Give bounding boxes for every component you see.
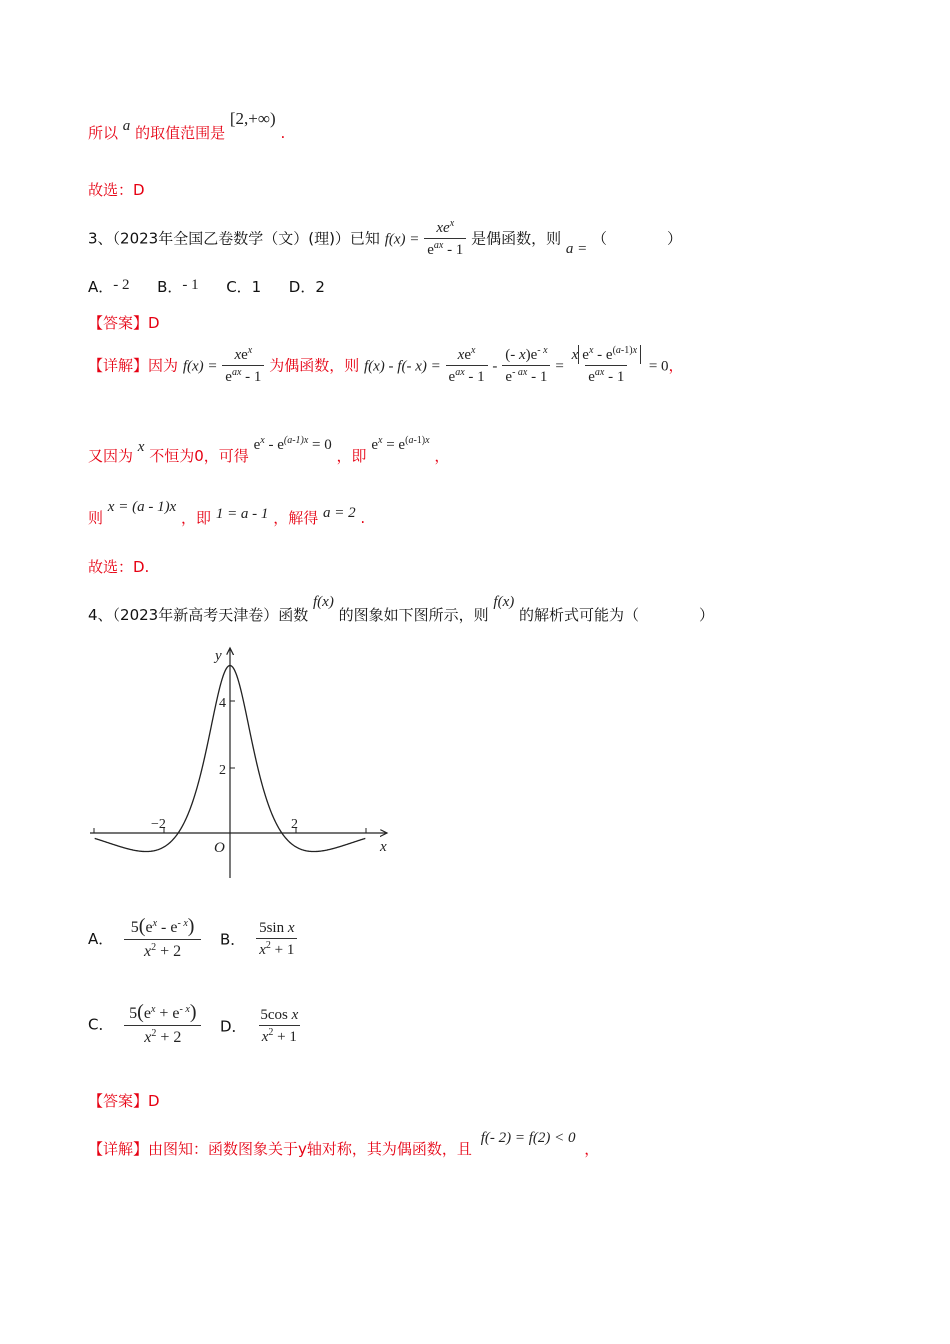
y-tick-4: 4 (219, 696, 226, 711)
q3-fraction: $\frac{xe^x}{e^{ax} - 1}$ (424, 218, 466, 260)
q3-options (88, 276, 325, 297)
q4-option-b[interactable]: B． $\frac{\text{5sin x}}{x^2 + 1}$ (220, 920, 298, 960)
q3-header: 3、（2023年全国乙卷数学（文）(理)）已知 f(x) = $\frac{xe^x}{e^{ax} - 1}$ 是偶函数，则 a = （ ） (88, 218, 683, 259)
q3-detail-line1: 【详解】因为 f(x) = $\frac{xe^x}{e^{ax} - 1}$ 为偶函数，则 f(x) - f(- x) = $\frac{xe^x}{e^{ax} - 1}$ - $\frac{(- x)e^{- x}}{e^{- ax} - 1}$ = $\frac{x e^x - e^{(a-1)x}}{e^{ax} - 1}$ = 0， (88, 345, 684, 386)
prev-choice: 故选：D (88, 181, 145, 199)
q3-answer: 【答案】D (88, 314, 160, 332)
x-tick-neg2: −2 (151, 817, 166, 832)
y-axis-label: y (215, 648, 222, 664)
q3-option-a[interactable]: A．- 2 (88, 277, 130, 296)
q3-detail-line3: 则 x = (a - 1)x ，即 1 = a - 1 ，解得 a = 2 . (88, 499, 366, 527)
q4-function-graph (84, 640, 404, 885)
x-axis-label: x (380, 839, 387, 855)
q4-answer: 【答案】D (88, 1092, 160, 1110)
range-value: [2,+∞) (229, 109, 276, 128)
origin-label: O (214, 840, 225, 856)
q3-option-b[interactable]: B．- 1 (157, 277, 199, 296)
q4-option-c[interactable]: C． $\frac{5(e^x + e^{- x})}{x^2 + 2}$ (88, 1001, 201, 1049)
q3-choice: 故选：D. (88, 558, 150, 576)
q3-option-d[interactable]: D．2 (288, 278, 325, 296)
q3-detail-line2: 又因为 x 不恒为0，可得 $e^x - e^{(a-1)x} = 0$ ，即 $e^x = e^{(a-1)x}$ ， (88, 435, 450, 465)
variable-a: a (122, 118, 131, 134)
x-tick-2: 2 (291, 817, 298, 832)
q3-option-c[interactable]: C．1 (226, 278, 262, 296)
q4-option-d[interactable]: D． $\frac{\text{5cos x}}{x^2 + 1}$ (220, 1007, 299, 1046)
q4-detail: 【详解】由图知：函数图象关于y轴对称，其为偶函数，且 f(- 2) = f(2) < 0 ， (88, 1130, 600, 1158)
q4-option-a[interactable]: A． $\frac{5(e^x - e^{- x})}{x^2 + 2}$ (88, 915, 201, 963)
y-tick-2: 2 (219, 763, 226, 778)
range-conclusion: 所以 a 的取值范围是 [2,+∞) . (88, 109, 286, 142)
q4-header: 4、（2023年新高考天津卷）函数 f(x) 的图象如下图所示，则 f(x) 的解析式可能为（ ） (88, 594, 715, 624)
